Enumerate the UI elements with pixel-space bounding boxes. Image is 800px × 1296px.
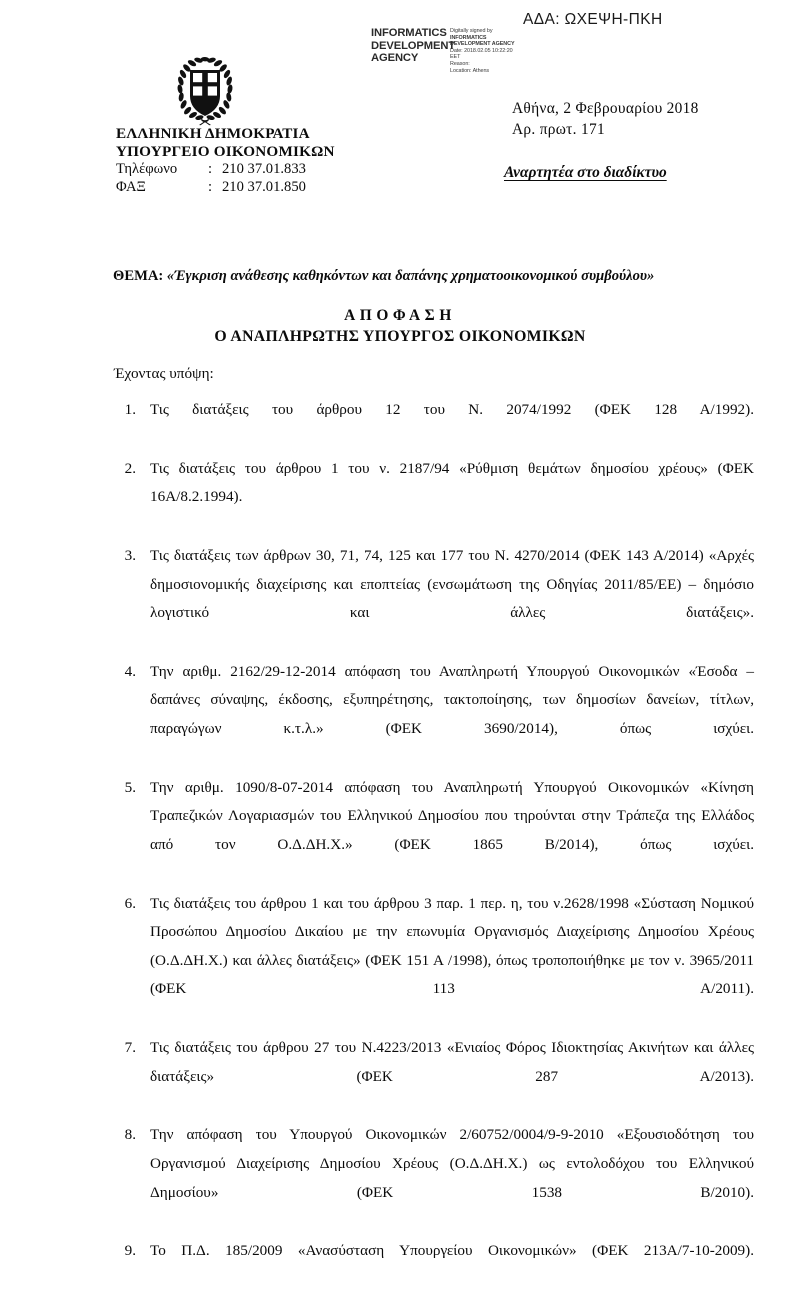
clause-number: 7.	[124, 1039, 136, 1057]
clause-text: Την απόφαση του Υπουργού Οικονομικών 2/60752/0004/9-9-2010 «Εξουσιοδότηση του Οργανισμού Διαχείρισης Δημοσίου Χρέους (Ο.Δ.ΔΗ.Χ.) ως εντολοδόχου του Ελληνικού Δημοσίου» (ΦΕΚ 1538 Β/2010).	[150, 1126, 754, 1201]
list-item	[114, 1237, 754, 1294]
subject-label: ΘΕΜΑ:	[113, 268, 167, 284]
signature-date: Date: 2018.02.05 10:22:20	[450, 47, 513, 54]
coat-of-arms-icon	[163, 53, 247, 125]
subject-text: «Έγκριση ανάθεσης καθηκόντων και δαπάνης χρηματοοικονομικού συμβούλου»	[166, 268, 655, 284]
list-item	[114, 455, 754, 541]
signature-location: Location: Athens	[450, 67, 490, 74]
list-item	[114, 774, 754, 888]
clause-number: 8.	[124, 1126, 136, 1144]
phone-value: 210 37.01.833	[222, 161, 306, 178]
list-item	[114, 542, 754, 656]
digital-signature-stamp	[371, 27, 560, 74]
fax-row	[116, 178, 436, 196]
fax-colon: :	[208, 179, 213, 196]
phone-row	[116, 160, 436, 178]
preamble-intro: Έχοντας υπόψη:	[114, 365, 214, 382]
signature-signed-by-line3: DEVELOPMENT AGENCY	[450, 41, 515, 48]
signature-details	[450, 27, 560, 74]
clause-text: Την αριθμ. 2162/29-12-2014 απόφαση του Αναπληρωτή Υπουργού Οικονομικών «Έσοδα – δαπάνες σύναψης, έκδοσης, εξυπηρέτησης, τακτοποίησης, των δημοσίων δανείων, τίτλων, παραγώγων κ.τ.λ.» (ΦΕΚ 3690/2014), όπως ισχύει.	[150, 662, 754, 738]
clause-text: Τις διατάξεις του άρθρου 27 του Ν.4223/2013 «Ενιαίος Φόρος Ιδιοκτησίας Ακινήτων και άλλες διατάξεις» (ΦΕΚ 287 Α/2013).	[150, 1039, 754, 1085]
fax-value: 210 37.01.850	[222, 179, 306, 196]
protocol-number: Αρ. πρωτ. 171	[512, 121, 605, 138]
clause-number: 3.	[124, 546, 136, 564]
list-item	[114, 396, 754, 453]
ministry-name: ΥΠΟΥΡΓΕΙΟ ΟΙΚΟΝΟΜΙΚΩΝ	[116, 142, 335, 160]
legal-basis-list	[114, 396, 754, 1296]
subject-line	[113, 268, 753, 285]
signature-signed-by-line1: Digitally signed by	[450, 28, 493, 34]
clause-text: Τις διατάξεις του άρθρου 1 και του άρθρου 3 παρ. 1 περ. η, του ν.2628/1998 «Σύσταση Νομικού Προσώπου Δημοσίου Δικαίου με την επωνυμία Οργανισμός Διαχείρισης Δημοσίου Χρέους (Ο.Δ.ΔΗ.Χ.) και άλλες διατάξεις» (ΦΕΚ 151 Α /1998), όπως τροποποιήθηκε με τον ν. 3965/2011 (ΦΕΚ 113 Α/2011).	[150, 894, 754, 998]
clause-text: Το Π.Δ. 185/2009 «Ανασύσταση Υπουργείου Οικονομικών» (ΦΕΚ 213Α/7-10-2009).	[150, 1242, 754, 1260]
ada-code: ΑΔΑ: ΩΧΕΨΗ-ΠΚΗ	[523, 11, 663, 28]
list-item	[114, 658, 754, 772]
signature-timezone: EET	[450, 54, 461, 61]
issuer-header	[116, 125, 436, 197]
signature-signed-by-line2: INFORMATICS	[450, 34, 487, 41]
clause-number: 5.	[124, 778, 136, 796]
decision-title: ΑΠΟΦΑΣΗ	[344, 307, 456, 324]
fax-label: ΦΑΞ	[116, 179, 146, 196]
clause-number: 9.	[124, 1242, 136, 1260]
phone-colon: :	[208, 161, 213, 178]
clause-text: Την αριθμ. 1090/8-07-2014 απόφαση του Αναπληρωτή Υπουργού Οικονομικών «Κίνηση Τραπεζικών Λογαριασμών του Ελληνικού Δημοσίου που τηρούνται στην Τράπεζα της Ελλάδος από τον Ο.Δ.ΔΗ.Χ.» (ΦΕΚ 1865 Β/2014), όπως ισχύει.	[150, 778, 754, 853]
clause-number: 1.	[124, 401, 136, 418]
list-item	[114, 890, 754, 1033]
signature-agency-name: INFORMATICS DEVELOPMENT AGENCY	[371, 27, 456, 65]
clause-text: Τις διατάξεις του άρθρου 12 του Ν. 2074/1992 (ΦΕΚ 128 Α/1992).	[150, 401, 754, 418]
list-item	[114, 1121, 754, 1235]
clause-number: 6.	[124, 894, 136, 912]
phone-label: Τηλέφωνο	[116, 161, 178, 178]
decision-authority: Ο ΑΝΑΠΛΗΡΩΤΗΣ ΥΠΟΥΡΓΟΣ ΟΙΚΟΝΟΜΙΚΩΝ	[214, 328, 586, 345]
list-item	[114, 1034, 754, 1120]
date-protocol-header	[450, 98, 750, 182]
decision-heading	[0, 305, 800, 347]
clause-text: Τις διατάξεις του άρθρου 1 του ν. 2187/94 «Ρύθμιση θεμάτων δημοσίου χρέους» (ΦΕΚ 16Α/8.2.1994).	[150, 459, 754, 506]
publication-note: Αναρτητέα στο διαδίκτυο	[504, 164, 667, 181]
signature-reason: Reason:	[450, 60, 470, 67]
clause-number: 4.	[124, 662, 136, 680]
city-and-date: Αθήνα, 2 Φεβρουαρίου 2018	[512, 100, 699, 117]
clause-text: Τις διατάξεις των άρθρων 30, 71, 74, 125 και 177 του Ν. 4270/2014 (ΦΕΚ 143 Α/2014) «Αρχές δημοσιονομικής διαχείρισης και εποπτείας (ενσωμάτωση της Οδηγίας 2011/85/ΕΕ) – δημόσιο λογιστικό και άλλες διατάξεις».	[150, 546, 754, 622]
republic-name: ΕΛΛΗΝΙΚΗ ΔΗΜΟΚΡΑΤΙΑ	[116, 125, 310, 142]
clause-number: 2.	[124, 459, 136, 477]
